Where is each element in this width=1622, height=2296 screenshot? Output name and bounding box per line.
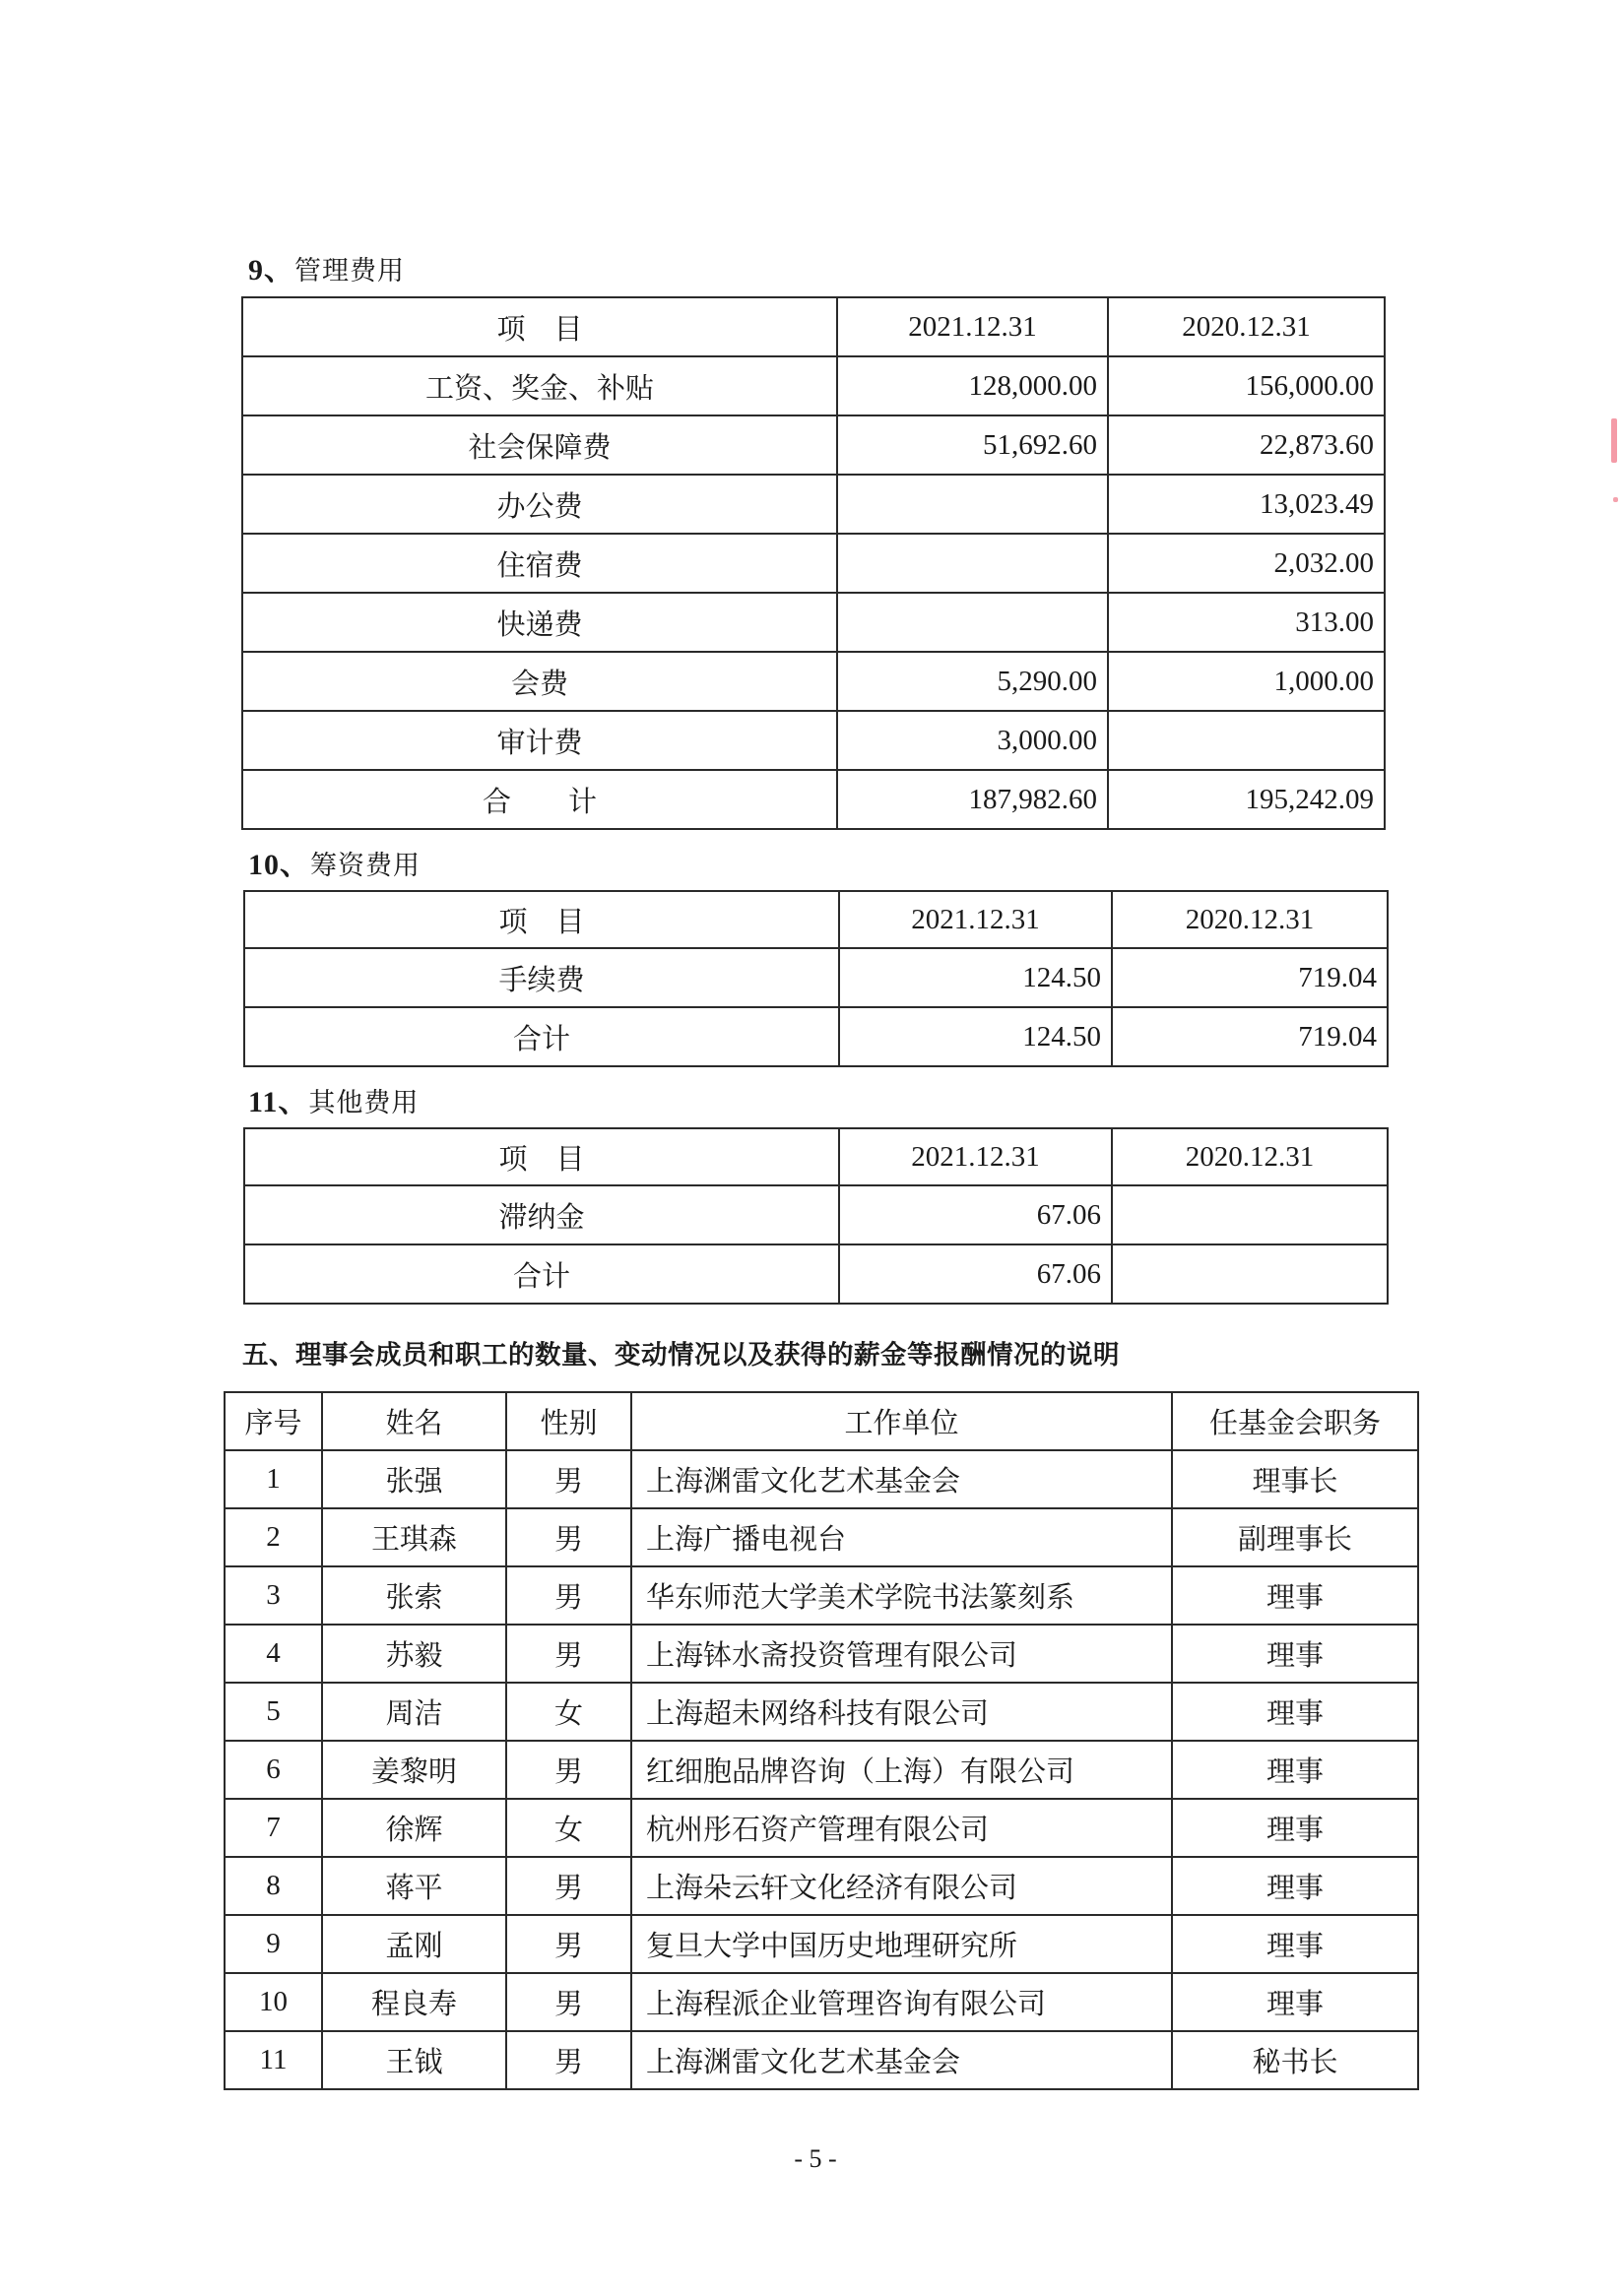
row-number-cell: 2 [225,1508,322,1566]
name-cell: 孟刚 [322,1915,506,1973]
value-2021-cell: 51,692.60 [837,415,1108,475]
table-row [242,711,1385,770]
seal-fragment-dot-icon [1613,497,1618,502]
table-row [244,948,1388,1007]
heading-number: 9、 [248,254,294,287]
value-2020-cell: 719.04 [1112,1007,1388,1066]
value-2020-cell: 195,242.09 [1108,770,1385,829]
value-2021-cell: 67.06 [839,1244,1112,1304]
value-2021-cell [837,593,1108,652]
value-2021-cell: 3,000.00 [837,711,1108,770]
section-heading-financing [248,849,421,882]
table-row [242,593,1385,652]
organization-cell: 上海渊雷文化艺术基金会 [631,1450,1172,1508]
organization-cell: 上海广播电视台 [631,1508,1172,1566]
heading-text: 其他费用 [308,1088,420,1118]
table-row [242,475,1385,534]
name-cell: 徐辉 [322,1799,506,1857]
item-cell: 工资、奖金、补贴 [242,356,837,415]
management-expense-table [241,296,1386,830]
gender-cell: 男 [506,1915,631,1973]
value-2020-cell: 156,000.00 [1108,356,1385,415]
role-cell: 副理事长 [1172,1508,1418,1566]
column-header-name: 姓名 [322,1392,506,1450]
name-cell: 张强 [322,1450,506,1508]
table-row [242,652,1385,711]
row-number-cell: 3 [225,1566,322,1625]
table-header-row [225,1392,1418,1450]
name-cell: 程良寿 [322,1973,506,2031]
column-header-item: 项 目 [244,891,839,948]
table-row [225,1915,1418,1973]
name-cell: 蒋平 [322,1857,506,1915]
table-row [225,1741,1418,1799]
organization-cell: 华东师范大学美术学院书法篆刻系 [631,1566,1172,1625]
gender-cell: 男 [506,1857,631,1915]
organization-cell: 上海超未网络科技有限公司 [631,1683,1172,1741]
row-number-cell: 4 [225,1625,322,1683]
value-2020-cell [1108,711,1385,770]
gender-cell: 男 [506,1450,631,1508]
section-heading-board [242,1338,1120,1371]
item-cell: 合计 [244,1007,839,1066]
table-row [242,415,1385,475]
item-cell: 手续费 [244,948,839,1007]
organization-cell: 杭州彤石资产管理有限公司 [631,1799,1172,1857]
table-header-row [242,297,1385,356]
page-number: - 5 - [794,2144,837,2173]
role-cell: 理事 [1172,1741,1418,1799]
column-header-2021: 2021.12.31 [839,891,1112,948]
gender-cell: 女 [506,1683,631,1741]
table-row [225,1799,1418,1857]
gender-cell: 男 [506,2031,631,2089]
role-cell: 秘书长 [1172,2031,1418,2089]
role-cell: 理事长 [1172,1450,1418,1508]
table-row [244,1244,1388,1304]
financing-expense-table [243,890,1389,1067]
table-row [225,1857,1418,1915]
seal-fragment-icon [1611,418,1617,463]
gender-cell: 男 [506,1625,631,1683]
organization-cell: 上海钵水斋投资管理有限公司 [631,1625,1172,1683]
value-2020-cell: 1,000.00 [1108,652,1385,711]
gender-cell: 男 [506,1973,631,2031]
gender-cell: 女 [506,1799,631,1857]
row-number-cell: 10 [225,1973,322,2031]
value-2020-cell [1112,1185,1388,1244]
value-2021-cell: 124.50 [839,948,1112,1007]
name-cell: 周洁 [322,1683,506,1741]
value-2020-cell: 719.04 [1112,948,1388,1007]
role-cell: 理事 [1172,1625,1418,1683]
heading-number: 10、 [248,849,310,881]
value-2021-cell: 128,000.00 [837,356,1108,415]
item-cell: 合 计 [242,770,837,829]
column-header-role: 任基金会职务 [1172,1392,1418,1450]
row-number-cell: 5 [225,1683,322,1741]
table-row [225,1450,1418,1508]
table-header-row [244,1128,1388,1185]
table-row [225,1566,1418,1625]
table-row [225,1683,1418,1741]
organization-cell: 红细胞品牌咨询（上海）有限公司 [631,1741,1172,1799]
table-row [242,770,1385,829]
column-header-org: 工作单位 [631,1392,1172,1450]
organization-cell: 上海渊雷文化艺术基金会 [631,2031,1172,2089]
table-row [242,356,1385,415]
value-2021-cell: 124.50 [839,1007,1112,1066]
item-cell: 快递费 [242,593,837,652]
column-header-2020: 2020.12.31 [1108,297,1385,356]
heading-text: 筹资费用 [310,851,421,881]
heading-number: 11、 [248,1086,309,1118]
name-cell: 王琪森 [322,1508,506,1566]
table-row [244,1007,1388,1066]
column-header-gender: 性别 [506,1392,631,1450]
table-row [225,1508,1418,1566]
section-heading-management [248,254,405,287]
name-cell: 苏毅 [322,1625,506,1683]
value-2021-cell: 187,982.60 [837,770,1108,829]
organization-cell: 上海朵云轩文化经济有限公司 [631,1857,1172,1915]
column-header-item: 项 目 [244,1128,839,1185]
name-cell: 张索 [322,1566,506,1625]
role-cell: 理事 [1172,1857,1418,1915]
role-cell: 理事 [1172,1799,1418,1857]
row-number-cell: 7 [225,1799,322,1857]
name-cell: 王钺 [322,2031,506,2089]
item-cell: 合计 [244,1244,839,1304]
table-row [225,2031,1418,2089]
item-cell: 住宿费 [242,534,837,593]
table-row [225,1973,1418,2031]
value-2021-cell [837,534,1108,593]
value-2020-cell: 22,873.60 [1108,415,1385,475]
gender-cell: 男 [506,1566,631,1625]
heading-text: 管理费用 [294,256,405,287]
value-2020-cell: 13,023.49 [1108,475,1385,534]
column-header-2020: 2020.12.31 [1112,1128,1388,1185]
table-row [225,1625,1418,1683]
role-cell: 理事 [1172,1973,1418,2031]
table-header-row [244,891,1388,948]
gender-cell: 男 [506,1508,631,1566]
row-number-cell: 9 [225,1915,322,1973]
value-2021-cell: 5,290.00 [837,652,1108,711]
row-number-cell: 8 [225,1857,322,1915]
item-cell: 办公费 [242,475,837,534]
value-2020-cell [1112,1244,1388,1304]
value-2020-cell: 2,032.00 [1108,534,1385,593]
column-header-2020: 2020.12.31 [1112,891,1388,948]
item-cell: 审计费 [242,711,837,770]
item-cell: 会费 [242,652,837,711]
board-members-table [224,1391,1419,2090]
role-cell: 理事 [1172,1566,1418,1625]
gender-cell: 男 [506,1741,631,1799]
table-row [242,534,1385,593]
item-cell: 社会保障费 [242,415,837,475]
section-heading-other [248,1086,419,1119]
other-expense-table [243,1127,1389,1305]
name-cell: 姜黎明 [322,1741,506,1799]
heading-text: 五、理事会成员和职工的数量、变动情况以及获得的薪金等报酬情况的说明 [242,1340,1120,1371]
row-number-cell: 1 [225,1450,322,1508]
row-number-cell: 6 [225,1741,322,1799]
column-header-item: 项 目 [242,297,837,356]
value-2021-cell [837,475,1108,534]
value-2021-cell: 67.06 [839,1185,1112,1244]
table-row [244,1185,1388,1244]
role-cell: 理事 [1172,1915,1418,1973]
value-2020-cell: 313.00 [1108,593,1385,652]
role-cell: 理事 [1172,1683,1418,1741]
column-header-2021: 2021.12.31 [837,297,1108,356]
item-cell: 滞纳金 [244,1185,839,1244]
column-header-no: 序号 [225,1392,322,1450]
row-number-cell: 11 [225,2031,322,2089]
column-header-2021: 2021.12.31 [839,1128,1112,1185]
organization-cell: 复旦大学中国历史地理研究所 [631,1915,1172,1973]
organization-cell: 上海程派企业管理咨询有限公司 [631,1973,1172,2031]
